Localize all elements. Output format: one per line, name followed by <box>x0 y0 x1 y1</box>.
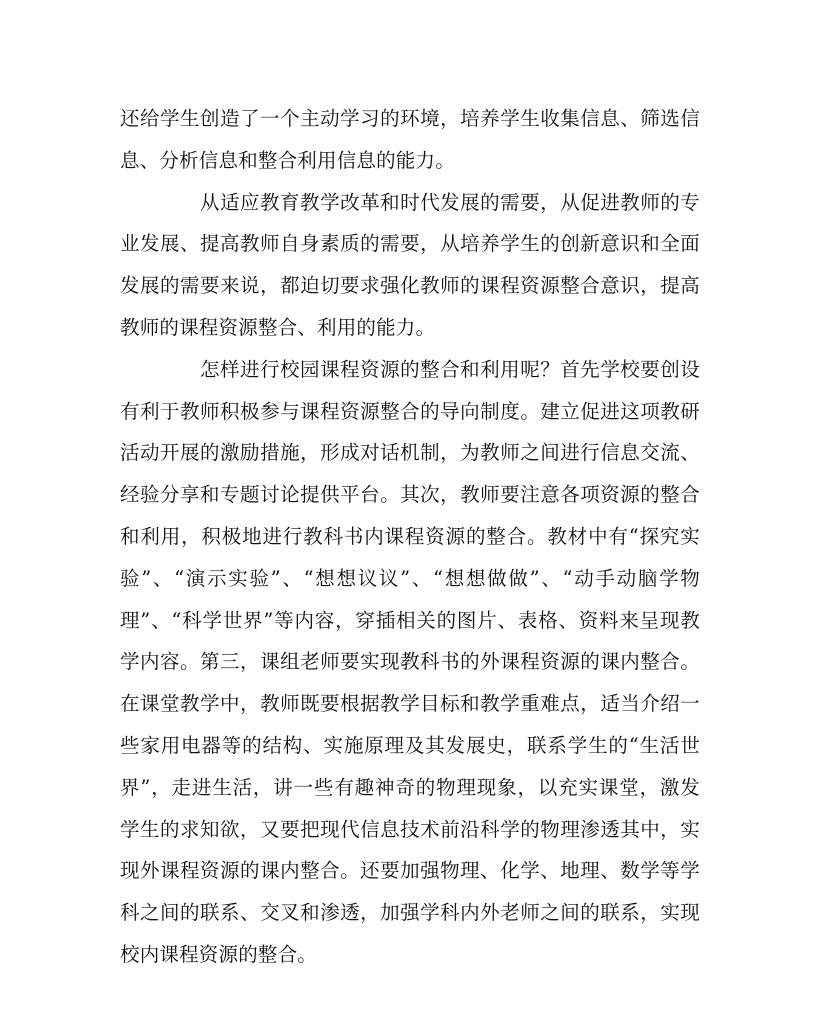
paragraph-continuation: 还给学生创造了一个主动学习的环境，培养学生收集信息、筛选信息、分析信息和整合利用信息的能力。 <box>120 107 700 172</box>
paragraph-need-for-integration: 从适应教育教学改革和时代发展的需要，从促进教师的专业发展、提高教师自身素质的需要，从培养学生的创新意识和全面发展的需要来说，都迫切要求强化教师的课程资源整合意识，提高教师的课程资源整合、利用的能力。 <box>120 190 700 339</box>
document-body <box>120 98 700 976</box>
paragraph-how-to-integrate: 怎样进行校园课程资源的整合和利用呢？首先学校要创设有利于教师积极参与课程资源整合的导向制度。建立促进这项教研活动开展的激励措施，形成对话机制，为教师之间进行信息交流、经验分享和专题讨论提供平台。其次，教师要注意各项资源的整合和利用，积极地进行教科书内课程资源的整合。教材中有“探究实验”、“演示实验”、“想想议议”、“想想做做”、“动手动脑学物理”、“科学世界”等内容，穿插相关的图片、表格、资料来呈现教学内容。第三，课组老师要实现教科书的外课程资源的课内整合。在课堂教学中，教师既要根据教学目标和教学重难点，适当介绍一些家用电器等的结构、实施原理及其发展史，联系学生的“生活世界”，走进生活，讲一些有趣神奇的物理现象，以充实课堂，激发学生的求知欲，又要把现代信息技术前沿科学的物理渗透其中，实现外课程资源的课内整合。还要加强物理、化学、地理、数学等学科之间的联系、交叉和渗透，加强学科内外老师之间的联系，实现校内课程资源的整合。 <box>120 357 700 966</box>
